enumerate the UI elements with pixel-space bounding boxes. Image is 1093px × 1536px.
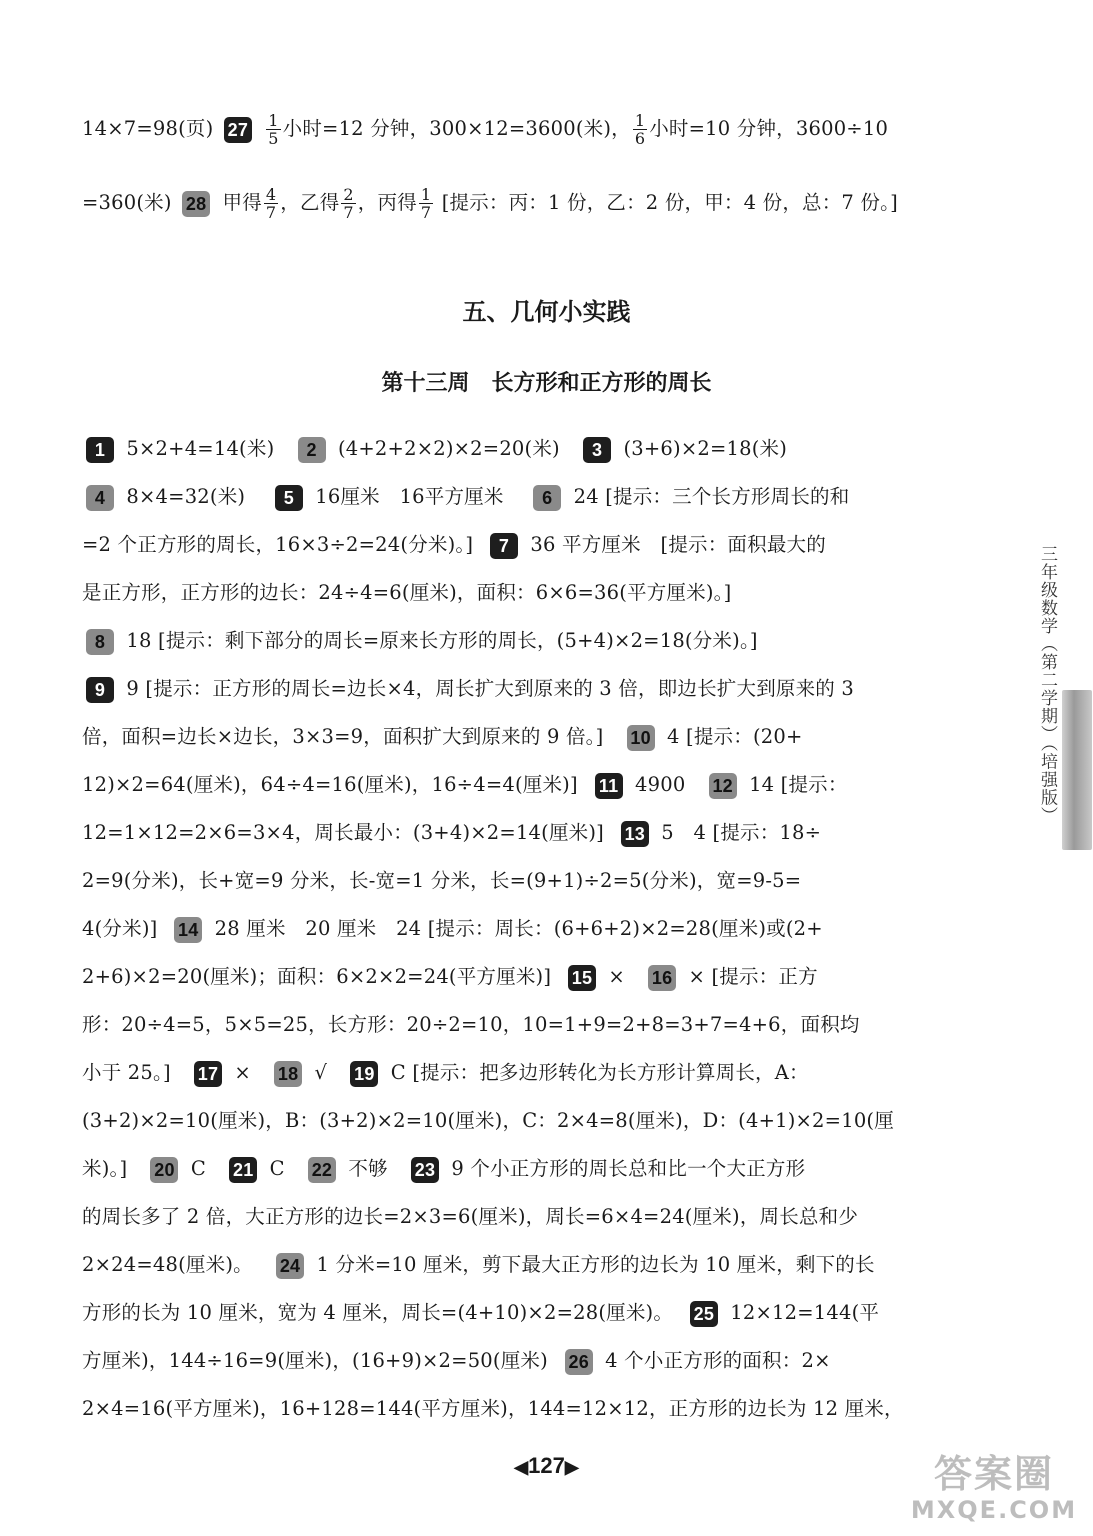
text-line	[82, 484, 962, 511]
text-line	[82, 1252, 962, 1279]
text-segment: × [提示：正方	[688, 965, 818, 988]
text-line	[82, 1204, 962, 1230]
answer-badge-15: 15	[568, 965, 596, 991]
text-segment: 米)。]	[82, 1157, 128, 1180]
text-segment: [提示：丙：1 份，乙：2 份，甲：4 份，总：7 份。]	[435, 191, 898, 214]
answer-badge-10: 10	[627, 725, 655, 751]
answer-badge-12: 12	[709, 773, 737, 799]
text-segment: ×	[608, 965, 625, 988]
answer-badge-20: 20	[150, 1157, 178, 1183]
text-segment: 4 个小正方形的面积：2×	[605, 1349, 831, 1372]
text-line	[82, 1396, 962, 1422]
text-segment: 形：20÷4=5，5×5=25，长方形：20÷2=10，10=1+9=2+8=3+7=4+6，面积均	[82, 1013, 860, 1036]
text-segment: 的周长多了 2 倍，大正方形的边长=2×3=6(厘米)，周长=6×4=24(厘米)，周长总和少	[82, 1205, 859, 1228]
fraction	[633, 112, 647, 147]
answer-badge-26: 26	[565, 1349, 593, 1375]
answer-badge-13: 13	[621, 821, 649, 847]
answer-badge-16: 16	[648, 965, 676, 991]
text-segment: √	[314, 1061, 328, 1084]
text-segment: 9 [提示：正方形的周长=边长×4，周长扩大到原来的 3 倍，即边长扩大到原来的 3	[126, 677, 855, 700]
text-line	[82, 820, 962, 847]
fraction	[419, 186, 433, 221]
text-line	[82, 1012, 962, 1038]
text-segment: 5×2+4=14(米)	[126, 437, 275, 460]
text-segment: 方厘米)，144÷16=9(厘米)，(16+9)×2=50(厘米)	[82, 1349, 548, 1372]
text-line	[82, 868, 962, 894]
answer-badge-22: 22	[308, 1157, 336, 1183]
text-line	[82, 916, 962, 943]
numerator: 1	[420, 185, 432, 204]
numerator: 2	[343, 185, 354, 204]
denominator: 7	[420, 203, 432, 222]
text-segment: 16厘米 16平方厘米	[315, 485, 504, 508]
text-segment: C [提示：把多边形转化为长方形计算周长，A：	[390, 1061, 809, 1084]
text-segment: (3+2)×2=10(厘米)，B：(3+2)×2=10(厘米)，C：2×4=8(厘米)，D：(4+1)×2=10(厘	[82, 1109, 894, 1132]
section-title: 五、几何小实践	[462, 298, 631, 326]
text-segment: (4+2+2×2)×2=20(米)	[337, 437, 560, 460]
text-segment: 2=9(分米)，长+宽=9 分米，长-宽=1 分米，长=(9+1)÷2=5(分米)，宽=9-5=	[82, 869, 802, 892]
answer-badge-28: 28	[182, 191, 210, 217]
numerator: 4	[265, 185, 277, 204]
answer-badge-8: 8	[86, 629, 114, 655]
answer-badge-9: 9	[86, 677, 114, 703]
text-line	[82, 112, 962, 147]
text-segment: 18 [提示：剩下部分的周长=原来长方形的周长，(5+4)×2=18(分米)。]	[126, 629, 758, 652]
answer-badge-7: 7	[490, 533, 518, 559]
text-segment: (3+6)×2=18(米)	[623, 437, 788, 460]
text-segment: 4(分米)]	[82, 917, 158, 940]
text-segment: ，丙得	[357, 191, 417, 214]
answer-badge-24: 24	[276, 1253, 304, 1279]
text-segment: 1 分米=10 厘米，剪下最大正方形的边长为 10 厘米，剩下的长	[316, 1253, 875, 1276]
fraction	[341, 186, 355, 221]
text-segment: ，乙得	[280, 191, 340, 214]
text-line	[82, 772, 962, 799]
text-segment: 4900	[635, 773, 686, 796]
answer-badge-6: 6	[533, 485, 561, 511]
denominator: 6	[634, 129, 646, 148]
week-title: 第十三周 长方形和正方形的周长	[381, 371, 712, 396]
text-segment: 倍，面积=边长×边长，3×3=9，面积扩大到原来的 9 倍。]	[82, 725, 604, 748]
text-segment: 2×4=16(平方厘米)，16+128=144(平方厘米)，144=12×12，正方形的边长为 12 厘米，	[82, 1397, 904, 1420]
text-segment: 4 [提示：(20+	[667, 725, 803, 748]
page-number-value: 127	[528, 1453, 565, 1478]
answer-badge-4: 4	[86, 485, 114, 511]
watermark-text: 答案圈	[933, 1452, 1054, 1496]
text-segment: 36 平方厘米 [提示：面积最大的	[530, 533, 826, 556]
denominator: 7	[343, 203, 354, 222]
text-segment: 12)×2=64(厘米)，64÷4=16(厘米)，16÷4=4(厘米)]	[82, 773, 578, 796]
answer-badge-19: 19	[350, 1061, 378, 1087]
denominator: 5	[268, 129, 279, 148]
text-segment: C	[269, 1157, 285, 1180]
answer-badge-1: 1	[86, 437, 114, 463]
text-line	[82, 436, 962, 463]
text-line	[82, 580, 962, 606]
text-segment: C	[190, 1157, 206, 1180]
answer-badge-27: 27	[224, 117, 252, 143]
answer-badge-11: 11	[595, 773, 623, 799]
text-line	[82, 1156, 962, 1183]
numerator: 1	[268, 111, 279, 130]
text-segment: 24 [提示：三个长方形周长的和	[573, 485, 850, 508]
text-segment: 甲得	[222, 191, 262, 214]
text-line	[82, 628, 962, 655]
text-segment: 12=1×12=2×6=3×4，周长最小：(3+4)×2=14(厘米)]	[82, 821, 604, 844]
text-segment: 方形的长为 10 厘米，宽为 4 厘米，周长=(4+10)×2=28(厘米)。	[82, 1301, 674, 1324]
text-segment: 小于 25。]	[82, 1061, 171, 1084]
answer-badge-23: 23	[411, 1157, 439, 1183]
left-triangle-icon: ◀	[514, 1457, 529, 1477]
text-segment: 12×12=144(平	[730, 1301, 880, 1324]
answer-badge-21: 21	[229, 1157, 257, 1183]
watermark-logo	[909, 1452, 1079, 1528]
book-title-sidebar: 三年级数学（第二学期）（培强版）	[1037, 545, 1057, 825]
numerator: 1	[634, 111, 646, 130]
text-segment: 小时=12 分钟，300×12=3600(米)，	[282, 117, 631, 140]
answer-badge-17: 17	[194, 1061, 222, 1087]
text-line	[82, 186, 962, 221]
text-line	[82, 1108, 962, 1134]
text-segment: 28 厘米 20 厘米 24 [提示：周长：(6+6+2)×2=28(厘米)或(2+	[214, 917, 823, 940]
text-segment: 9 个小正方形的周长总和比一个大正方形	[451, 1157, 806, 1180]
text-segment: ×	[234, 1061, 251, 1084]
text-segment: 不够	[348, 1157, 388, 1180]
text-line	[82, 1060, 962, 1087]
text-segment: 小时=10 分钟，3600÷10	[649, 117, 889, 140]
fraction	[266, 112, 280, 147]
text-segment: 2×24=48(厘米)。	[82, 1253, 253, 1276]
denominator: 7	[265, 203, 277, 222]
page-edge-decoration	[1062, 690, 1092, 850]
text-line	[82, 1300, 962, 1327]
answer-badge-3: 3	[583, 437, 611, 463]
fraction	[264, 186, 278, 221]
text-segment: =2 个正方形的周长，16×3÷2=24(分米)。]	[82, 533, 474, 556]
text-segment: 5 4 [提示：18÷	[661, 821, 822, 844]
text-line	[82, 1348, 962, 1375]
answer-badge-25: 25	[690, 1301, 718, 1327]
text-line	[82, 532, 962, 559]
answer-badge-2: 2	[298, 437, 326, 463]
text-segment: 2+6)×2=20(厘米)；面积：6×2×2=24(平方厘米)]	[82, 965, 552, 988]
text-segment: 14 [提示：	[749, 773, 848, 796]
answer-badge-14: 14	[174, 917, 202, 943]
text-segment: 是正方形，正方形的边长：24÷4=6(厘米)，面积：6×6=36(平方厘米)。]	[82, 581, 732, 604]
text-line	[82, 724, 962, 751]
text-segment: 8×4=32(米)	[126, 485, 246, 508]
text-segment: 14×7=98(页)	[82, 117, 214, 140]
text-line	[82, 964, 962, 991]
text-segment: =360(米)	[82, 191, 172, 214]
answer-badge-18: 18	[274, 1061, 302, 1087]
answer-badge-5: 5	[275, 485, 303, 511]
watermark-url: MXQE.COM	[910, 1496, 1078, 1524]
right-triangle-icon: ▶	[564, 1457, 579, 1477]
text-line	[82, 676, 962, 703]
